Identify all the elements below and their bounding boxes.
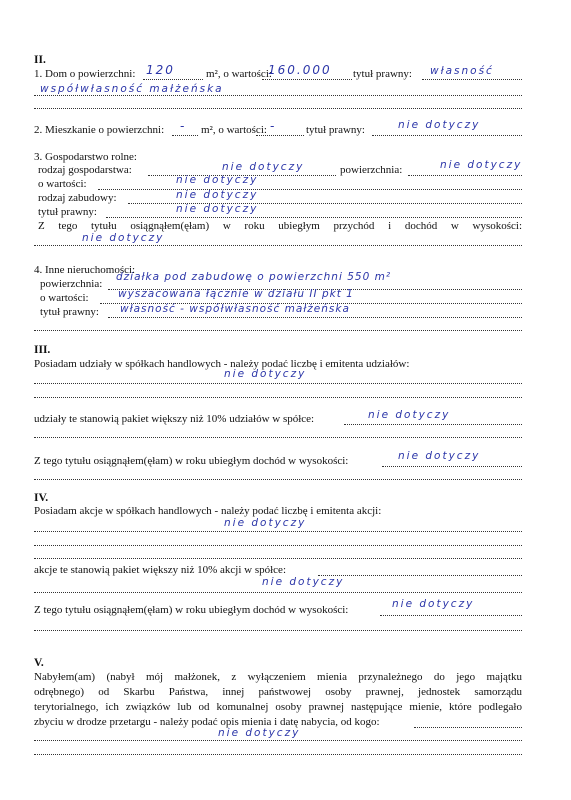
gosp-pow-label: powierzchnia:	[340, 164, 403, 176]
mieszkanie-title-dots	[372, 135, 522, 136]
gosp-zab-handwritten: nie dotyczy	[176, 189, 259, 201]
inne-wart-label: o wartości:	[40, 292, 89, 304]
iv-line3-dots	[380, 615, 522, 616]
gosp-rodzaj-handwritten: nie dotyczy	[222, 161, 305, 173]
iv-line2-dots	[318, 575, 522, 576]
dom-unit-label: m², o wartości:	[206, 68, 272, 80]
inne-pow-handwritten: działka pod zabudowę o powierzchni 550 m²	[116, 271, 392, 283]
inne-tyt-dots	[108, 317, 522, 318]
section-v-title: V.	[34, 657, 44, 669]
dom-line2-handwritten: współwłasność małżeńska	[40, 83, 224, 95]
mieszkanie-value-dash: -	[270, 119, 277, 133]
iii-line2-handwritten: nie dotyczy	[368, 409, 451, 421]
gosp-tyt-label: tytuł prawny:	[38, 206, 97, 218]
gosp-label: 3. Gospodarstwo rolne:	[34, 151, 137, 163]
inne-label: 4. Inne nieruchomości:	[34, 264, 136, 276]
dom-title-dots	[422, 79, 522, 80]
mieszkanie-value-dots	[256, 135, 304, 136]
dom-value-dots	[262, 79, 352, 80]
mieszkanie-area-dots	[172, 135, 198, 136]
iii-line3-handwritten: nie dotyczy	[398, 450, 481, 462]
v-line4-dots	[414, 727, 522, 728]
iv-line1b-dots	[34, 545, 522, 546]
gosp-zab-label: rodzaj zabudowy:	[38, 192, 117, 204]
iv-line1-label: Posiadam akcje w spółkach handlowych - należy podać liczbę i emitenta akcji:	[34, 505, 382, 517]
gosp-dochod-handwritten: nie dotyczy	[82, 232, 165, 244]
v-para-line3: terytorialnego, ich związków lub od komunalnej osoby prawnej następujące mienie, które podlegało	[34, 701, 522, 713]
v-handwritten: nie dotyczy	[218, 727, 301, 739]
gosp-tyt-dots	[106, 217, 522, 218]
mieszkanie-area-dash: -	[180, 119, 187, 133]
iv-line3b-dots	[34, 630, 522, 631]
iii-line1b-dots	[34, 397, 522, 398]
iv-line3-label: Z tego tytułu osiągnąłem(ęłam) w roku ubiegłym dochód w wysokości:	[34, 604, 349, 616]
dom-value-handwritten: 160.000	[268, 63, 332, 77]
v-para-line2: odrębnego) od Skarbu Państwa, innej państwowej osoby prawnej, jednostek samorządu	[34, 686, 522, 698]
iv-line1c-dots	[34, 558, 522, 559]
iii-line3-dots	[382, 466, 522, 467]
gosp-pow-dots	[408, 175, 522, 176]
v-para-line1: Nabyłem(am) (nabył mój małżonek, z wyłączeniem mienia przynależnego do jego majątku	[34, 671, 522, 683]
iv-line1-handwritten: nie dotyczy	[224, 517, 307, 529]
dom-label: 1. Dom o powierzchni:	[34, 68, 136, 80]
section-ii-title: II.	[34, 54, 46, 66]
inne-tyt-handwritten: własność - współwłasność małżeńska	[120, 303, 350, 315]
iv-line2-handwritten: nie dotyczy	[262, 576, 345, 588]
gosp-wart-dots	[98, 189, 522, 190]
iv-line1-dots	[34, 531, 522, 532]
gosp-rodzaj-label: rodzaj gospodarstwa:	[38, 164, 132, 176]
dom-title-label: tytuł prawny:	[353, 68, 412, 80]
v-line5-dots	[34, 740, 522, 741]
iii-line3b-dots	[34, 479, 522, 480]
mieszkanie-unit-label: m², o wartości:	[201, 124, 267, 136]
dom-area-dots	[143, 79, 203, 80]
dom-area-handwritten: 120	[146, 63, 175, 77]
gosp-tyt-handwritten: nie dotyczy	[176, 203, 259, 215]
gosp-pow-handwritten: nie dotyczy	[440, 159, 523, 171]
gosp-wart-handwritten: nie dotyczy	[176, 174, 259, 186]
iii-line1-dots	[34, 383, 522, 384]
dom-title-handwritten: własność	[430, 65, 494, 77]
iv-line2-label: akcje te stanowią pakiet większy niż 10% akcji w spółce:	[34, 564, 286, 576]
iii-line2b-dots	[34, 437, 522, 438]
mieszkanie-title-handwritten: nie dotyczy	[398, 119, 481, 131]
iv-line2b-dots	[34, 592, 522, 593]
iii-line2-dots	[344, 424, 522, 425]
gosp-dochod-dots	[34, 245, 522, 246]
inne-tyt-label: tytuł prawny:	[40, 306, 99, 318]
dom-line3-dots	[34, 108, 522, 109]
gosp-dochod-label: Z tego tytułu osiągnąłem(ęłam) w roku ubiegłym przychód i dochód w wysokości:	[38, 220, 522, 232]
v-line6-dots	[34, 754, 522, 755]
inne-pow-label: powierzchnia:	[40, 278, 103, 290]
gosp-wart-label: o wartości:	[38, 178, 87, 190]
iii-line1-label: Posiadam udziały w spółkach handlowych - należy podać liczbę i emitenta udziałów:	[34, 358, 410, 370]
inne-line-dots	[34, 330, 522, 331]
mieszkanie-label: 2. Mieszkanie o powierzchni:	[34, 124, 165, 136]
v-para-line4: zbyciu w drodze przetargu - należy podać opis mienia i datę nabycia, od kogo:	[34, 716, 380, 728]
mieszkanie-title-label: tytuł prawny:	[306, 124, 365, 136]
section-iv-title: IV.	[34, 492, 49, 504]
iii-line2-label: udziały te stanowią pakiet większy niż 10% udziałów w spółce:	[34, 413, 315, 425]
iv-line3-handwritten: nie dotyczy	[392, 598, 475, 610]
inne-wart-handwritten: wyszacowana łącznie w działu II pkt 1	[118, 288, 354, 300]
iii-line1-handwritten: nie dotyczy	[224, 368, 307, 380]
iii-line3-label: Z tego tytułu osiągnąłem(ęłam) w roku ubiegłym dochód w wysokości:	[34, 455, 349, 467]
section-iii-title: III.	[34, 344, 51, 356]
